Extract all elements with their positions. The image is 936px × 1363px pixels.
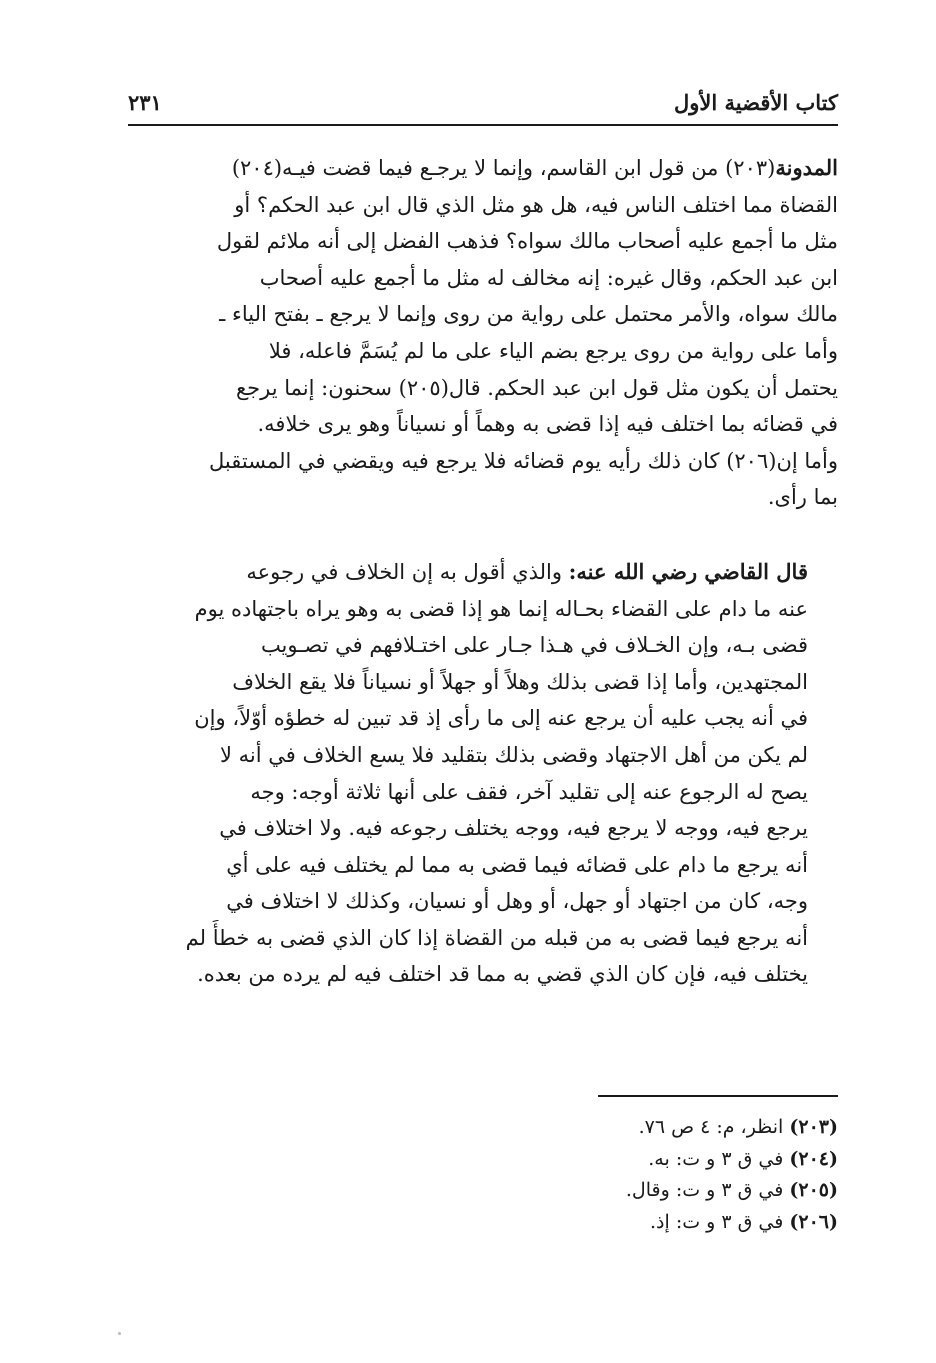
footnote — [400, 1112, 838, 1144]
line-text: مالك سواه، والأمر محتمل على رواية من روى وإنما لا يرجع ـ بفتح الياء ـ — [219, 302, 838, 327]
paragraph-2 — [128, 554, 838, 993]
footnote-text: في ق ٣ و ت: وقال. — [625, 1179, 790, 1201]
line-text: عنه ما دام على القضاء بحـاله إنما هو إذا قضى به وهو يراه باجتهاده يوم — [194, 596, 808, 621]
text-line — [128, 187, 838, 224]
footnote-text: في ق ٣ و ت: إذ. — [650, 1210, 790, 1233]
text-line — [128, 443, 838, 480]
line-text: يصح له الرجوع عنه إلى تقليد آخر، فقف على أنها ثلاثة أوجه: وجه — [250, 779, 808, 804]
footnote-number: (٢٠٥) — [789, 1179, 838, 1201]
text-line — [128, 883, 838, 920]
header-rule — [128, 124, 838, 126]
text-line — [128, 296, 838, 333]
text-line — [128, 406, 838, 443]
footnote-number: (٢٠٣) — [789, 1116, 838, 1138]
line-text: والذي أقول به إن الخلاف في رجوعه — [246, 559, 569, 584]
bold-lead: قال القاضي رضي الله عنه: — [568, 558, 808, 584]
line-text: مثل ما أجمع عليه أصحاب مالك سواه؟ فذهب الفضل إلى أنه ملائم لقول — [216, 229, 838, 254]
line-text: قضى بـه، وإن الخـلاف في هـذا جـار على اختـلافهم في تصـويب — [260, 633, 808, 658]
text-line — [128, 810, 838, 847]
line-text: بما رأى. — [767, 485, 838, 510]
text-line — [128, 554, 838, 591]
text-line — [128, 664, 838, 701]
footnote-text: انظر، م: ٤ ص ٧٦. — [638, 1116, 790, 1138]
line-text: في قضائه بما اختلف فيه إذا قضى به وهماً أو نسياناً وهو يرى خلافه. — [257, 412, 838, 437]
text-line — [128, 260, 838, 297]
running-title: كتاب الأقضية الأول — [674, 90, 838, 115]
text-line — [128, 479, 838, 516]
footnote — [400, 1175, 838, 1207]
footnote-rule — [598, 1095, 838, 1097]
text-line — [128, 956, 838, 993]
text-line — [128, 370, 838, 407]
bold-lead: المدونة — [775, 155, 838, 180]
footnote-number: (٢٠٤) — [789, 1147, 838, 1170]
paragraph-1 — [128, 150, 838, 516]
text-line — [128, 150, 838, 187]
line-text: (٢٠٣) من قول ابن القاسم، وإنما لا يرجـع فيما قضت فيـه(٢٠٤) — [231, 156, 776, 180]
footnote-text: في ق ٣ و ت: به. — [648, 1147, 790, 1170]
text-line — [128, 700, 838, 737]
text-line — [128, 774, 838, 811]
line-text: يرجع فيه، ووجه لا يرجع فيه، ووجه يختلف رجوعه فيه. ولا اختلاف في — [219, 816, 808, 841]
footnote-number: (٢٠٦) — [789, 1210, 838, 1233]
text-line — [128, 737, 838, 774]
footnote — [400, 1144, 838, 1176]
page-number: ٢٣١ — [128, 90, 162, 115]
text-line — [128, 333, 838, 370]
text-line — [128, 920, 838, 957]
line-text: يختلف فيه، فإن كان الذي قضي به مما قد اختلف فيه لم يرده من بعده. — [197, 962, 808, 987]
text-line — [128, 627, 838, 664]
line-text: وأما على رواية من روى يرجع بضم الياء على ما لم يُسَمَّ فاعله، فلا — [268, 338, 838, 363]
line-text: ابن عبد الحكم، وقال غيره: إنه مخالف له مثل ما أجمع عليه أصحاب — [259, 265, 838, 290]
footnote — [400, 1207, 838, 1239]
line-text: في أنه يجب عليه أن يرجع عنه إلى ما رأى إذ قد تبين له خطؤه أوّلاً، وإن — [194, 706, 808, 731]
line-text: وأما إن(٢٠٦) كان ذلك رأيه يوم قضائه فلا يرجع فيه ويقضي في المستقبل — [209, 448, 838, 473]
scan-speck — [118, 1332, 121, 1335]
line-text: المجتهدين، وأما إذا قضى بذلك وهلاً أو جهلاً أو نسياناً فلا يقع الخلاف — [232, 669, 808, 694]
line-text: أنه يرجع ما دام على قضائه فيما قضى به مما لم يختلف فيه على أي — [226, 852, 808, 877]
text-line — [128, 591, 838, 628]
page-header — [128, 88, 838, 124]
text-line — [128, 223, 838, 260]
line-text: لم يكن من أهل الاجتهاد وقضى بذلك بتقليد فلا يسع الخلاف في أنه لا — [219, 742, 808, 767]
footnotes — [400, 1112, 838, 1238]
main-text — [128, 150, 838, 993]
line-text: وجه، كان من اجتهاد أو جهل، أو وهل أو نسيان، وكذلك لا اختلاف في — [226, 889, 808, 914]
line-text: أنه يرجع فيما قضى به من قبله من القضاة إذا كان الذي قضى به خطأً لم — [185, 925, 808, 950]
text-line — [128, 847, 838, 884]
line-text: القضاة مما اختلف الناس فيه، هل هو مثل الذي قال ابن عبد الحكم؟ أو — [234, 192, 838, 217]
line-text: يحتمل أن يكون مثل قول ابن عبد الحكم. قال(٢٠٥) سحنون: إنما يرجع — [236, 375, 838, 400]
